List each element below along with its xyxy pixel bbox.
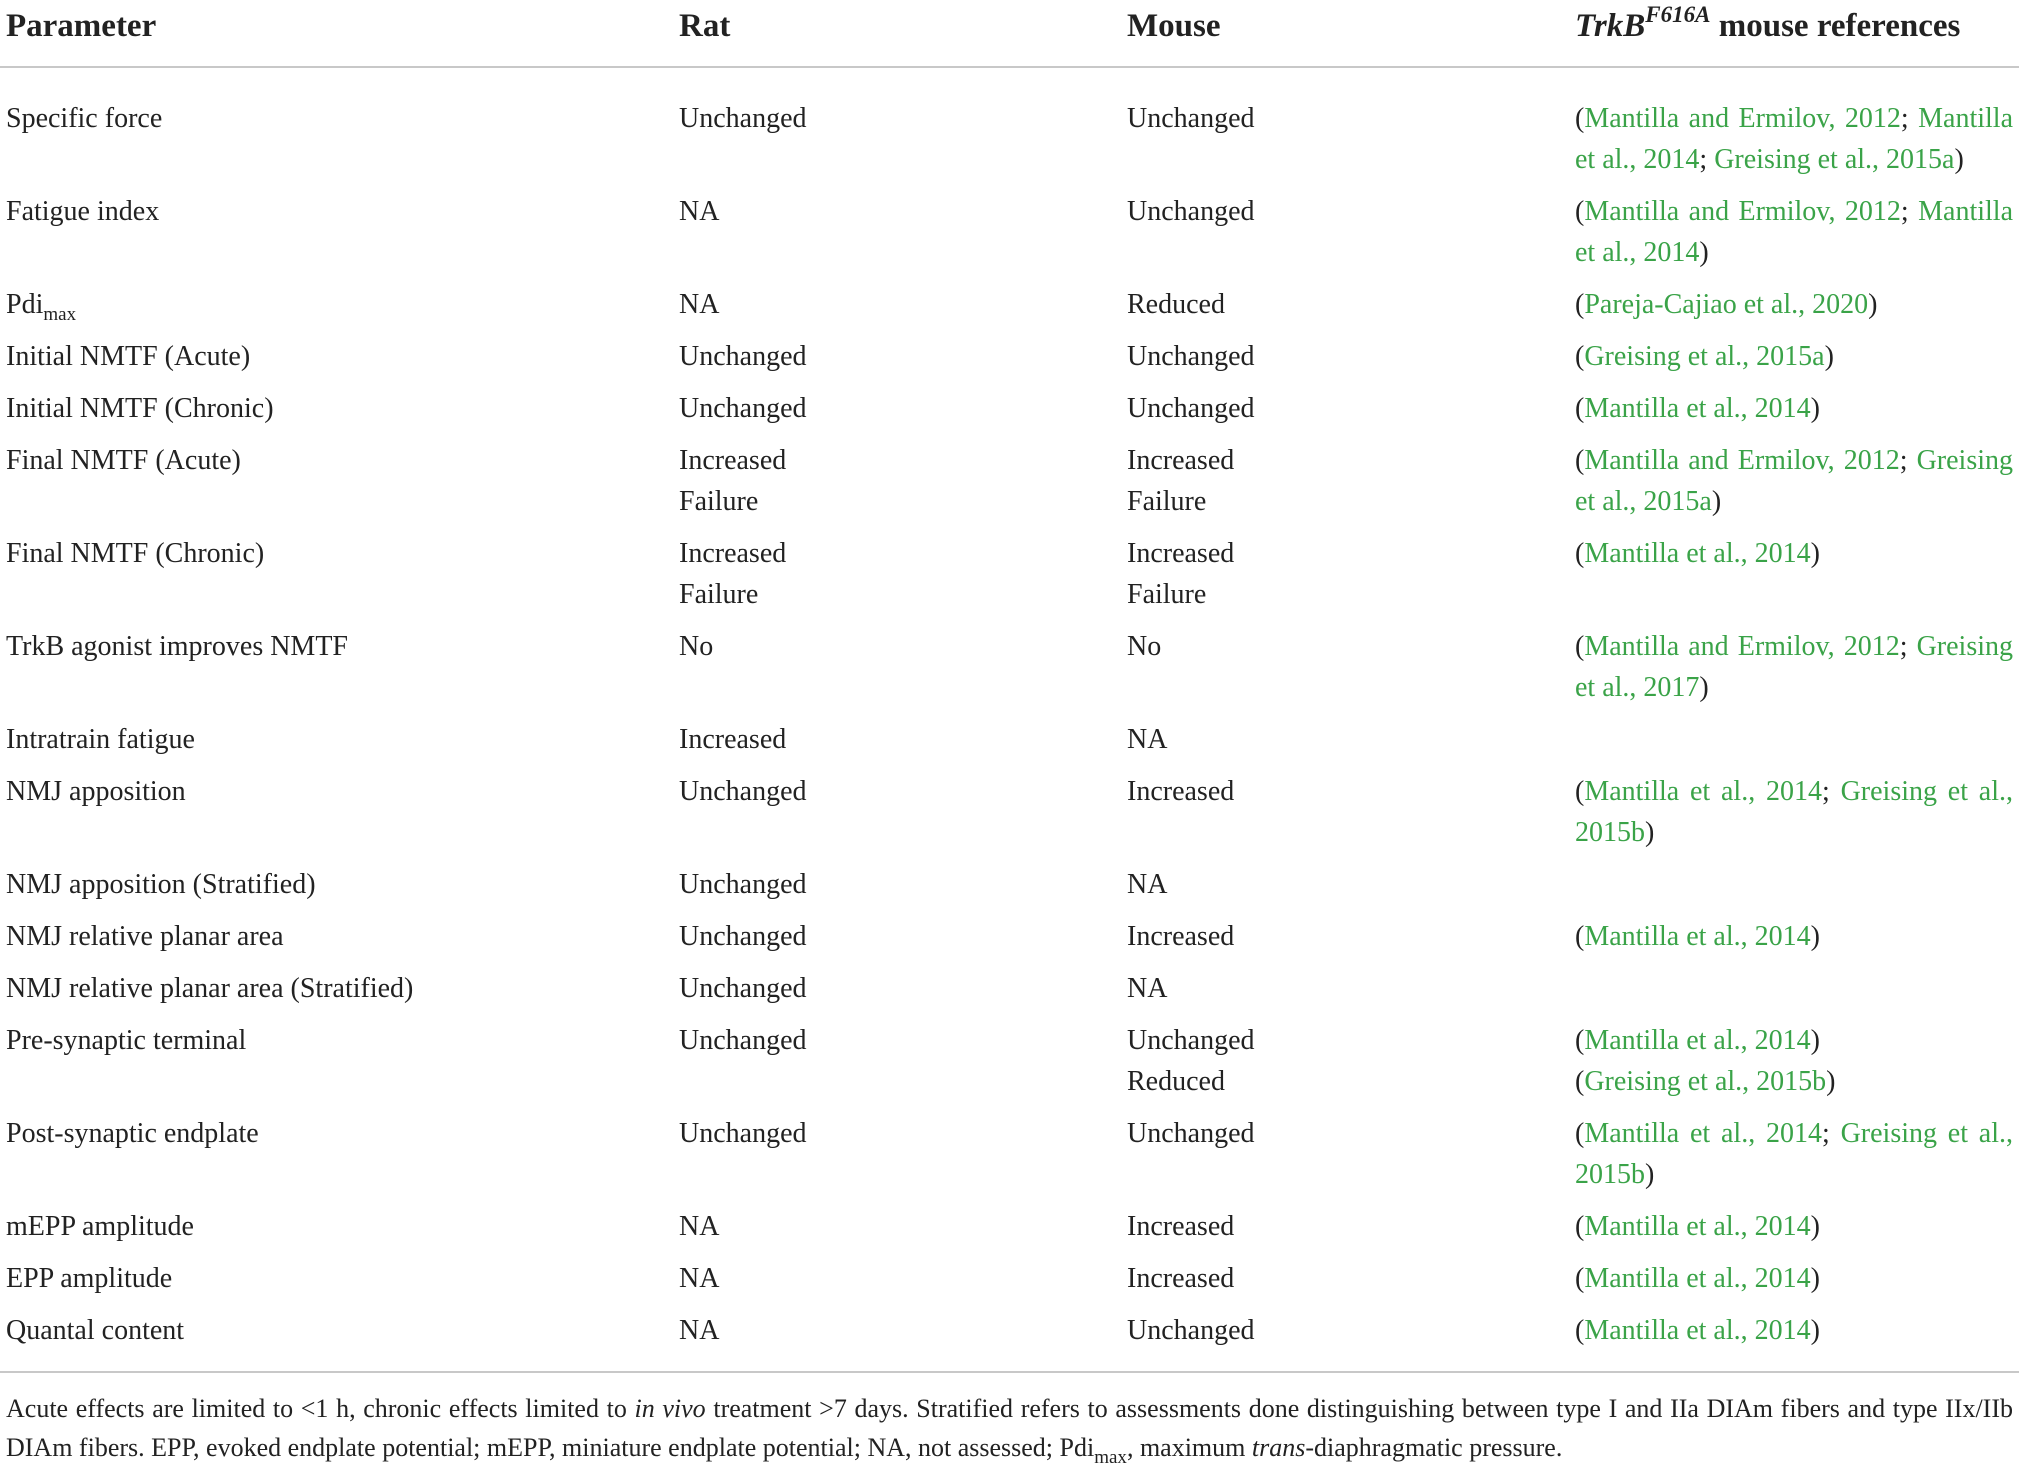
cell-rat — [673, 440, 1121, 533]
rat-value: Unchanged — [679, 921, 807, 952]
rat-value: Unchanged — [679, 869, 807, 900]
cell-parameter — [0, 864, 673, 916]
rat-value: Increased — [679, 445, 787, 476]
table-row — [0, 1020, 2019, 1113]
parameter-text: Initial NMTF (Acute) — [6, 341, 251, 372]
cell-parameter — [0, 67, 673, 191]
parameter-text: Quantal content — [6, 1315, 185, 1346]
rat-value: NA — [679, 1315, 720, 1346]
cell-parameter — [0, 719, 673, 771]
cell-rat — [673, 67, 1121, 191]
cell-references — [1569, 440, 2019, 533]
reference-line: (Greising et al., 2015a) — [1575, 341, 1834, 372]
table-row — [0, 67, 2019, 191]
citation-link[interactable]: Mantilla et al., 2014 — [1584, 1118, 1822, 1149]
table-row — [0, 1258, 2019, 1310]
header-gene-superscript: F616A — [1645, 2, 1711, 27]
cell-references — [1569, 864, 2019, 916]
parameter-text: Initial NMTF (Chronic) — [6, 393, 274, 424]
rat-value: Increased — [679, 724, 787, 755]
cell-parameter — [0, 1206, 673, 1258]
parameter-text: Post-synaptic endplate — [6, 1118, 259, 1149]
parameter-text: mEPP amplitude — [6, 1211, 194, 1242]
mouse-value: NA — [1127, 973, 1168, 1004]
parameter-text: NMJ relative planar area — [6, 921, 284, 952]
cell-references — [1569, 626, 2019, 719]
mouse-value: Unchanged — [1127, 196, 1255, 227]
mouse-value: Reduced — [1127, 289, 1225, 320]
rat-value: Failure — [679, 579, 759, 610]
reference-line: (Mantilla et al., 2014) — [1575, 1315, 1820, 1346]
rat-value: Unchanged — [679, 393, 807, 424]
cell-parameter — [0, 1113, 673, 1206]
citation-link[interactable]: Pareja-Cajiao et al., 2020 — [1584, 289, 1869, 320]
cell-mouse — [1121, 533, 1569, 626]
cell-references — [1569, 533, 2019, 626]
header-references — [1569, 0, 2019, 67]
citation-link[interactable]: Mantilla et al., 2014 — [1584, 538, 1811, 569]
citation-link[interactable]: Mantilla and Ermilov, 2012 — [1584, 103, 1901, 134]
rat-value: Failure — [679, 486, 759, 517]
cell-references — [1569, 1206, 2019, 1258]
mouse-value: Failure — [1127, 486, 1207, 517]
citation-link[interactable]: Mantilla et al., 2014 — [1584, 1315, 1811, 1346]
citation-link[interactable]: Mantilla et al., 2014 — [1575, 103, 2014, 175]
citation-link[interactable]: Greising et al., 2015b — [1584, 1066, 1827, 1097]
footnote-italic: trans — [1251, 1433, 1306, 1462]
cell-rat — [673, 916, 1121, 968]
cell-rat — [673, 336, 1121, 388]
rat-value: Unchanged — [679, 103, 807, 134]
cell-references — [1569, 1113, 2019, 1206]
mouse-value: Failure — [1127, 579, 1207, 610]
mouse-value: Increased — [1127, 776, 1235, 807]
reference-line: (Pareja-Cajiao et al., 2020) — [1575, 289, 1878, 320]
cell-rat — [673, 388, 1121, 440]
citation-link[interactable]: Greising et al., 2015a — [1714, 144, 1955, 175]
cell-rat — [673, 191, 1121, 284]
cell-mouse — [1121, 440, 1569, 533]
parameter-text: NMJ apposition — [6, 776, 186, 807]
reference-line: (Mantilla and Ermilov, 2012; Mantilla et al., 2014; Greising et al., 2015a) — [1575, 103, 2014, 175]
cell-rat — [673, 968, 1121, 1020]
reference-line: (Mantilla et al., 2014) — [1575, 921, 1820, 952]
cell-rat — [673, 1113, 1121, 1206]
mouse-value: Unchanged — [1127, 393, 1255, 424]
cell-mouse — [1121, 1310, 1569, 1372]
cell-parameter — [0, 771, 673, 864]
parameter-text: EPP amplitude — [6, 1263, 173, 1294]
rat-value: No — [679, 631, 714, 662]
table-row — [0, 284, 2019, 336]
table-row — [0, 1113, 2019, 1206]
cell-mouse — [1121, 284, 1569, 336]
cell-references — [1569, 1258, 2019, 1310]
table-footnote: Acute effects are limited to <1 h, chronic effects limited to in vivo treatment >7 days. Stratified refers to assessments done distinguishing between type I and IIa DIAm fibers and type IIx/IIb DIAm fibers. EPP, evoked endplate potential; mEPP, miniature endplate potential; NA, not assessed; Pdi$_{max}$, maximum trans-diaphragmatic pressure. — [6, 1394, 2013, 1468]
rat-value: Unchanged — [679, 1025, 807, 1056]
reference-line: (Mantilla et al., 2014) — [1575, 1211, 1820, 1242]
rat-value: NA — [679, 196, 720, 227]
reference-line: (Mantilla et al., 2014) — [1575, 393, 1820, 424]
citation-link[interactable]: Mantilla et al., 2014 — [1584, 1263, 1811, 1294]
cell-references — [1569, 771, 2019, 864]
rat-value: NA — [679, 289, 720, 320]
cell-parameter — [0, 284, 673, 336]
mouse-value: No — [1127, 631, 1162, 662]
rat-value: NA — [679, 1263, 720, 1294]
rat-value: Unchanged — [679, 1118, 807, 1149]
mouse-value: Unchanged — [1127, 1025, 1255, 1056]
cell-mouse — [1121, 1206, 1569, 1258]
cell-references — [1569, 1310, 2019, 1372]
table-row — [0, 1206, 2019, 1258]
footnote-subscript: max — [1094, 1447, 1127, 1468]
reference-line: (Mantilla and Ermilov, 2012; Mantilla et al., 2014) — [1575, 196, 2014, 268]
citation-link[interactable]: Mantilla et al., 2014 — [1584, 1025, 1811, 1056]
cell-mouse — [1121, 67, 1569, 191]
header-mouse: Mouse — [1121, 0, 1569, 67]
citation-link[interactable]: Greising et al., 2015b — [1575, 1118, 2014, 1190]
footnote-italic: in vivo — [634, 1394, 706, 1423]
cell-rat — [673, 533, 1121, 626]
cell-parameter — [0, 1020, 673, 1113]
reference-line: (Mantilla and Ermilov, 2012; Greising et al., 2017) — [1575, 631, 2014, 703]
table-row — [0, 533, 2019, 626]
table-row — [0, 968, 2019, 1020]
table-row — [0, 388, 2019, 440]
cell-mouse — [1121, 719, 1569, 771]
mouse-value: Unchanged — [1127, 103, 1255, 134]
mouse-value: Increased — [1127, 1263, 1235, 1294]
table-row — [0, 440, 2019, 533]
citation-link[interactable]: Mantilla and Ermilov, 2012 — [1584, 196, 1901, 227]
cell-rat — [673, 1206, 1121, 1258]
reference-line: (Mantilla et al., 2014; Greising et al., 2015b) — [1575, 776, 2014, 848]
citation-link[interactable]: Mantilla et al., 2014 — [1584, 1211, 1811, 1242]
parameter-text: Intratrain fatigue — [6, 724, 195, 755]
table-row — [0, 191, 2019, 284]
cell-rat — [673, 626, 1121, 719]
header-rat: Rat — [673, 0, 1121, 67]
cell-references — [1569, 968, 2019, 1020]
mouse-value: Reduced — [1127, 1066, 1225, 1097]
header-row — [0, 0, 2019, 67]
cell-mouse — [1121, 864, 1569, 916]
cell-references — [1569, 719, 2019, 771]
cell-mouse — [1121, 626, 1569, 719]
mouse-value: Increased — [1127, 538, 1235, 569]
reference-line: (Mantilla et al., 2014) — [1575, 1025, 1820, 1056]
reference-line: (Mantilla and Ermilov, 2012; Greising et al., 2015a) — [1575, 445, 2014, 517]
cell-parameter — [0, 191, 673, 284]
citation-link[interactable]: Greising et al., 2015a — [1575, 445, 2014, 517]
table-row — [0, 916, 2019, 968]
header-gene: TrkB — [1575, 8, 1646, 44]
rat-value: Unchanged — [679, 776, 807, 807]
cell-parameter — [0, 533, 673, 626]
citation-link[interactable]: Greising et al., 2015a — [1584, 341, 1825, 372]
mouse-value: Unchanged — [1127, 341, 1255, 372]
cell-parameter — [0, 968, 673, 1020]
mouse-value: Increased — [1127, 1211, 1235, 1242]
cell-parameter — [0, 626, 673, 719]
cell-mouse — [1121, 336, 1569, 388]
reference-line: (Mantilla et al., 2014; Greising et al., 2015b) — [1575, 1118, 2014, 1190]
citation-link[interactable]: Mantilla and Ermilov, 2012 — [1584, 445, 1900, 476]
mouse-value: Increased — [1127, 445, 1235, 476]
cell-rat — [673, 719, 1121, 771]
mouse-value: NA — [1127, 869, 1168, 900]
table-row — [0, 771, 2019, 864]
mouse-value: NA — [1127, 724, 1168, 755]
table-row — [0, 1310, 2019, 1372]
cell-rat — [673, 1020, 1121, 1113]
parameter-text: Pre-synaptic terminal — [6, 1025, 247, 1056]
mouse-value: Increased — [1127, 921, 1235, 952]
rat-value: Increased — [679, 538, 787, 569]
cell-rat — [673, 864, 1121, 916]
parameter-text: Pdi — [6, 289, 44, 320]
mouse-value: Unchanged — [1127, 1315, 1255, 1346]
cell-mouse — [1121, 1113, 1569, 1206]
cell-mouse — [1121, 968, 1569, 1020]
cell-parameter — [0, 440, 673, 533]
cell-parameter — [0, 1258, 673, 1310]
rat-value: Unchanged — [679, 341, 807, 372]
citation-link[interactable]: Mantilla et al., 2014 — [1584, 921, 1811, 952]
table-row — [0, 864, 2019, 916]
parameter-text: NMJ relative planar area (Stratified) — [6, 973, 414, 1004]
cell-references — [1569, 67, 2019, 191]
cell-parameter — [0, 1310, 673, 1372]
citation-link[interactable]: Mantilla et al., 2014 — [1575, 196, 2014, 268]
cell-rat — [673, 1258, 1121, 1310]
reference-line: (Mantilla et al., 2014) — [1575, 538, 1820, 569]
table-row — [0, 336, 2019, 388]
reference-line: (Greising et al., 2015b) — [1575, 1066, 1836, 1097]
cell-mouse — [1121, 191, 1569, 284]
parameter-text: Final NMTF (Chronic) — [6, 538, 265, 569]
citation-link[interactable]: Mantilla et al., 2014 — [1584, 393, 1811, 424]
parameter-subscript: max — [43, 304, 77, 325]
citation-link[interactable]: Mantilla et al., 2014 — [1584, 776, 1822, 807]
table-row — [0, 626, 2019, 719]
cell-rat — [673, 284, 1121, 336]
citation-link[interactable]: Greising et al., 2017 — [1575, 631, 2014, 703]
parameter-text: TrkB agonist improves NMTF — [6, 631, 349, 662]
rat-value: Unchanged — [679, 973, 807, 1004]
cell-mouse — [1121, 916, 1569, 968]
cell-references — [1569, 916, 2019, 968]
parameter-text: Specific force — [6, 103, 163, 134]
table-header — [0, 0, 2019, 67]
table-body — [0, 67, 2019, 1372]
cell-parameter — [0, 388, 673, 440]
cell-references — [1569, 284, 2019, 336]
cell-mouse — [1121, 1020, 1569, 1113]
rat-value: NA — [679, 1211, 720, 1242]
cell-mouse — [1121, 771, 1569, 864]
header-parameter: Parameter — [0, 0, 673, 67]
reference-line: (Mantilla et al., 2014) — [1575, 1263, 1820, 1294]
parameter-text: NMJ apposition (Stratified) — [6, 869, 316, 900]
citation-link[interactable]: Mantilla and Ermilov, 2012 — [1584, 631, 1900, 662]
citation-link[interactable]: Greising et al., 2015b — [1575, 776, 2014, 848]
cell-mouse — [1121, 1258, 1569, 1310]
mouse-value: Unchanged — [1127, 1118, 1255, 1149]
table-row — [0, 719, 2019, 771]
cell-references — [1569, 191, 2019, 284]
cell-rat — [673, 771, 1121, 864]
parameter-text: Fatigue index — [6, 196, 160, 227]
cell-parameter — [0, 336, 673, 388]
cell-rat — [673, 1310, 1121, 1372]
cell-references — [1569, 336, 2019, 388]
cell-references — [1569, 388, 2019, 440]
header-references-label: mouse references — [1718, 8, 1961, 44]
cell-parameter — [0, 916, 673, 968]
cell-references — [1569, 1020, 2019, 1113]
cell-mouse — [1121, 388, 1569, 440]
parameter-text: Final NMTF (Acute) — [6, 445, 241, 476]
